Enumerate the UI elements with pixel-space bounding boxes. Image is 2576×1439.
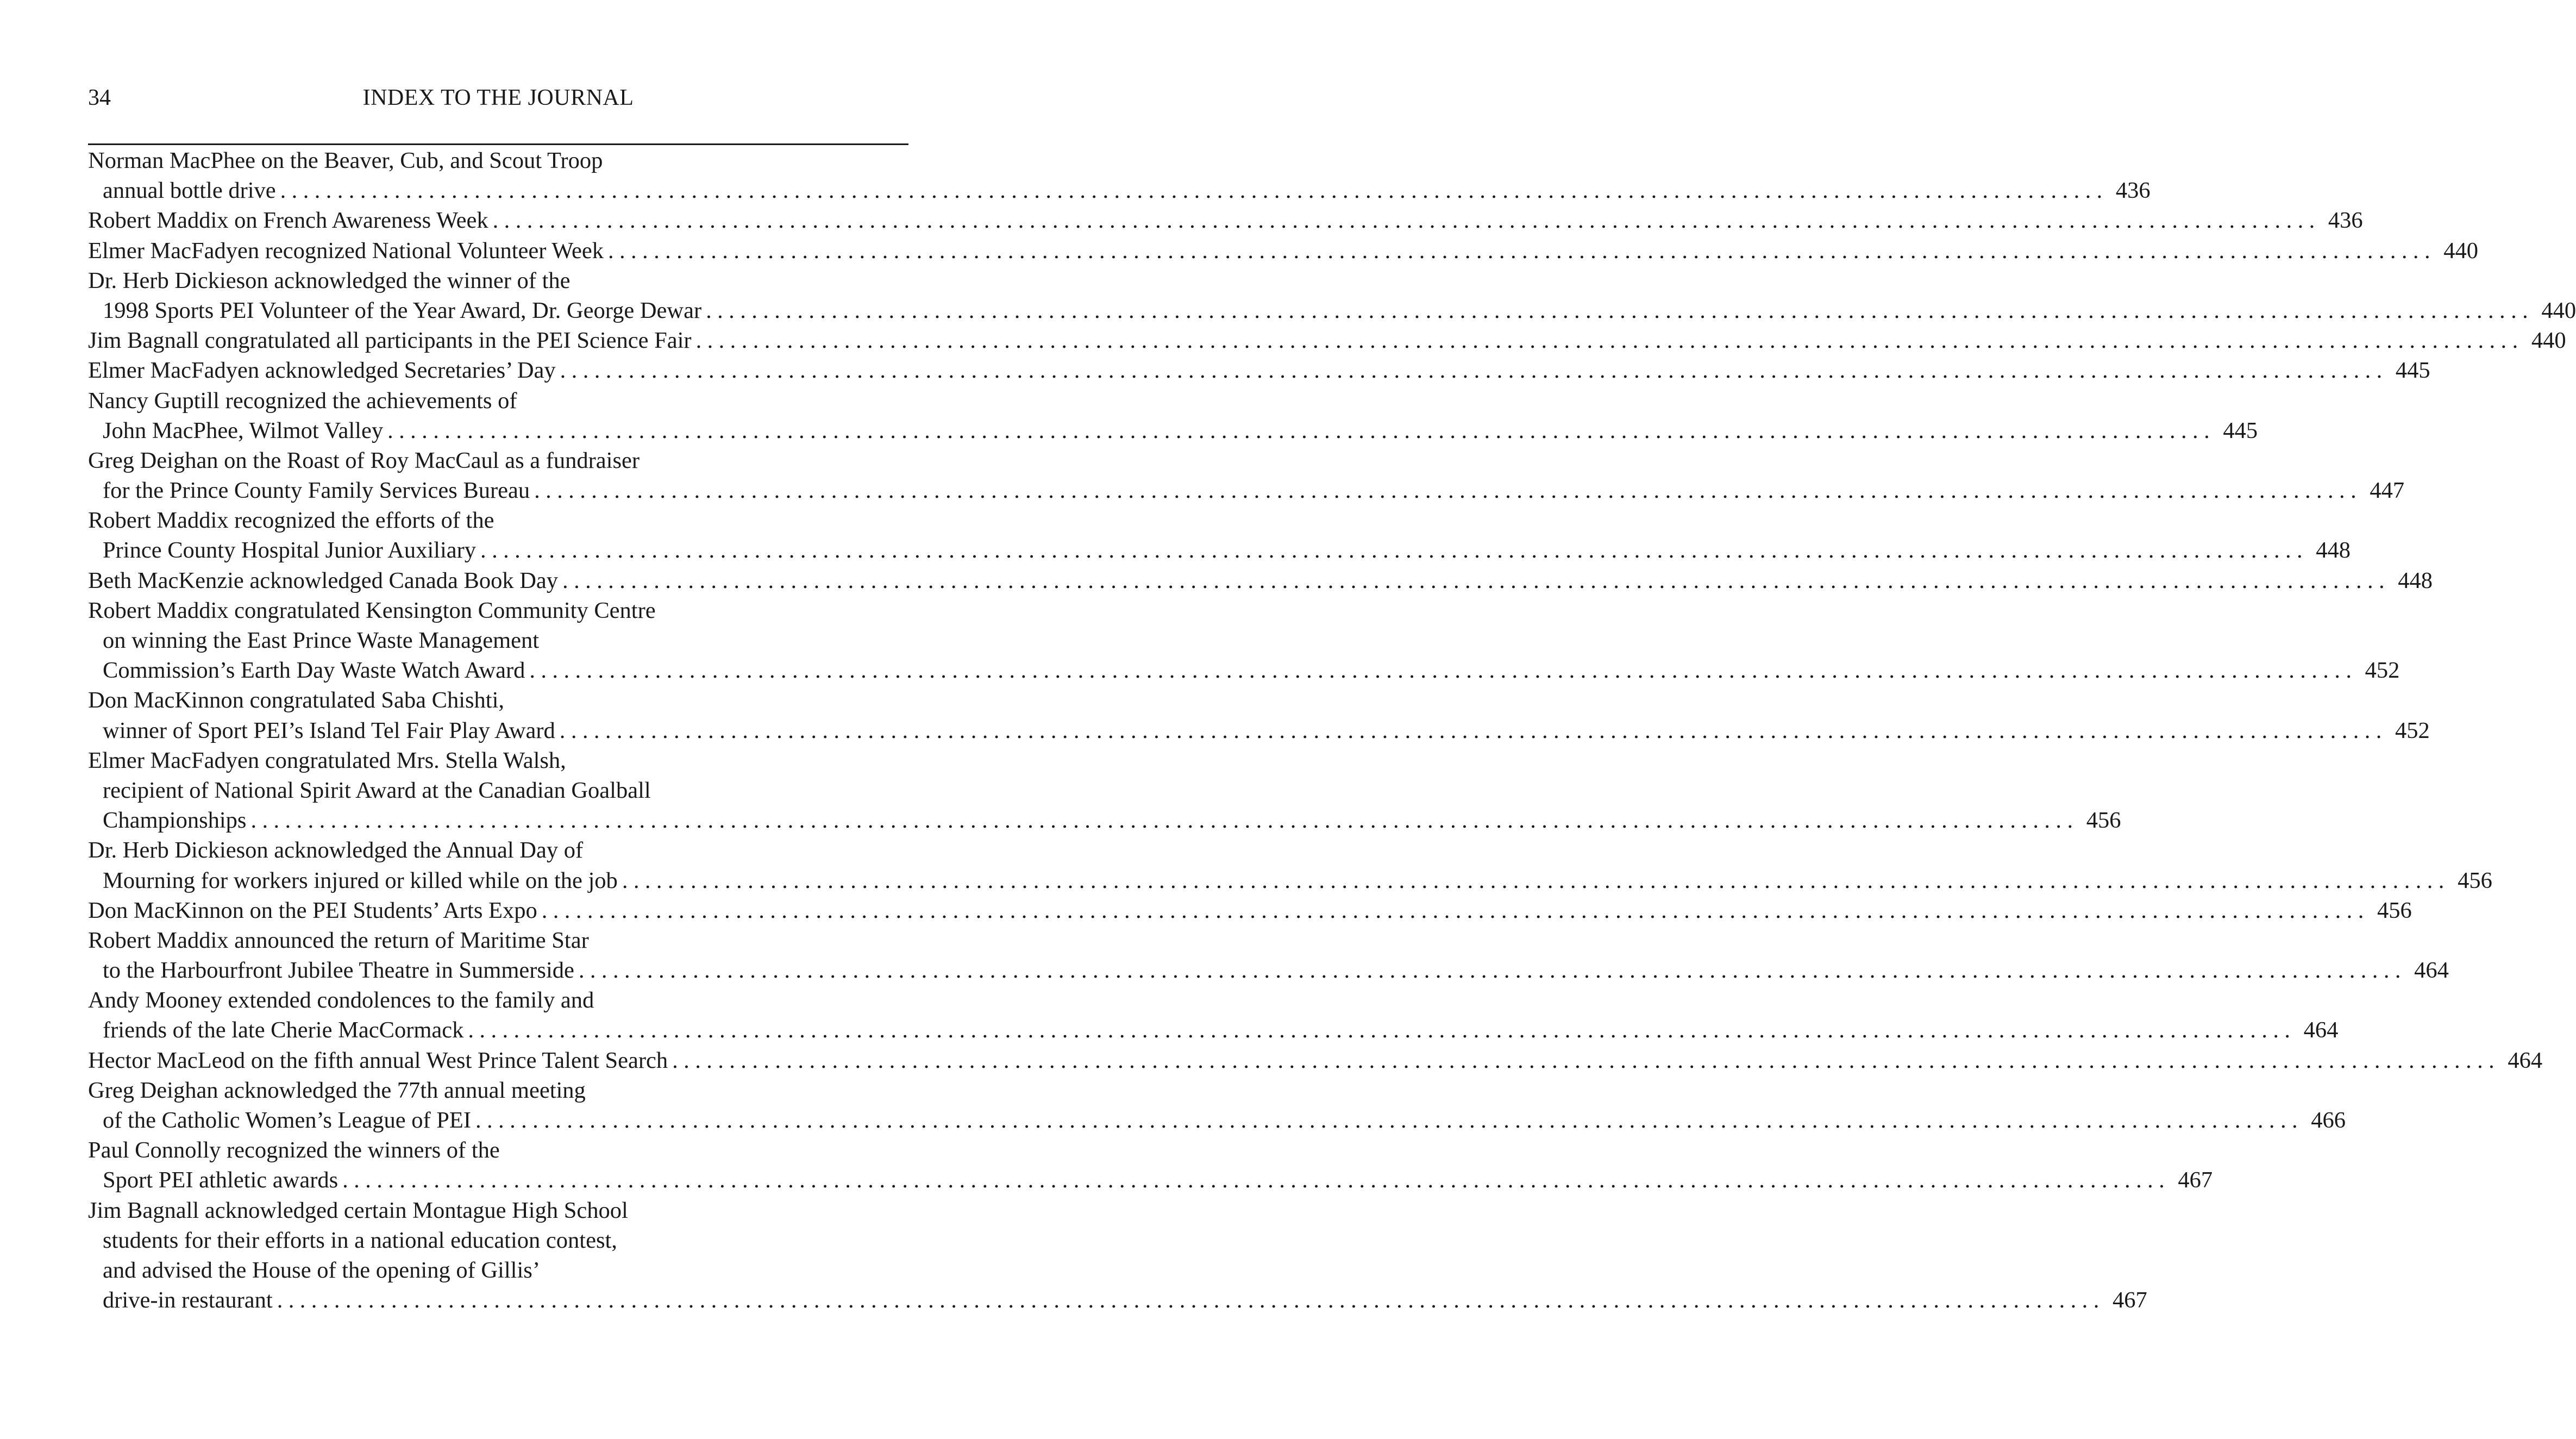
entry-line (88, 805, 2121, 835)
dot-leader: ................................................................................................................................................................ (559, 717, 2387, 743)
entry-line: Dr. Herb Dickieson acknowledged the Annual Day of (88, 837, 584, 864)
index-page (88, 82, 2576, 1313)
entry-text: friends of the late Cherie MacCormack (103, 1017, 464, 1043)
index-entry (88, 386, 2258, 446)
entry-line (88, 866, 2492, 896)
dot-leader: ................................................................................................................................................................ (560, 358, 2388, 384)
entry-page-number: 456 (2086, 808, 2121, 834)
dot-leader: ................................................................................................................................................................ (387, 417, 2216, 443)
index-entry (88, 835, 2492, 895)
entry-text: Beth MacKenzie acknowledged Canada Book Day (88, 567, 559, 593)
entry-text: Jim Bagnall congratulated all participants in the PEI Science Fair (88, 328, 692, 354)
index-entry (88, 146, 2151, 205)
dot-leader: ................................................................................................................................................................ (529, 658, 2358, 684)
index-entry (88, 746, 2121, 836)
entry-line: and advised the House of the opening of Gillis’ (103, 1257, 540, 1283)
entry-text: Don MacKinnon on the PEI Students’ Arts Expo (88, 897, 537, 923)
entry-line (88, 1165, 2213, 1195)
running-title: INDEX TO THE JOURNAL (362, 85, 634, 110)
entry-text: Prince County Hospital Junior Auxiliary (103, 537, 477, 564)
entry-line: Robert Maddix recognized the efforts of the (88, 508, 494, 534)
entry-line: Robert Maddix congratulated Kensington Community Centre (88, 597, 656, 623)
dot-leader: ................................................................................................................................................................ (695, 328, 2524, 354)
entry-text: of the Catholic Women’s League of PEI (103, 1108, 471, 1133)
entry-page-number: 440 (2443, 237, 2478, 264)
running-header (88, 82, 908, 115)
dot-leader: ................................................................................................................................................................ (492, 208, 2321, 234)
entry-line: Greg Deighan acknowledged the 77th annual meeting (88, 1077, 586, 1103)
entry-line: Paul Connolly recognized the winners of the (88, 1137, 500, 1163)
entry-line: Norman MacPhee on the Beaver, Cub, and Scout Troop (88, 148, 603, 173)
entry-page-number: 467 (2112, 1287, 2147, 1313)
entry-text: Elmer MacFadyen recognized National Volunteer Week (88, 237, 604, 264)
entry-line (88, 476, 2405, 505)
entry-line (88, 1285, 2147, 1315)
entry-line (88, 655, 2400, 685)
dot-leader: ................................................................................................................................................................ (250, 808, 2079, 834)
index-entry (88, 566, 2433, 596)
index-entries (88, 146, 2576, 1315)
index-entry (88, 985, 2339, 1045)
entry-line (88, 896, 2412, 925)
entry-text: for the Prince County Family Services Bureau (103, 478, 530, 504)
index-entry (88, 446, 2405, 505)
index-entry (88, 326, 2566, 355)
entry-line (88, 566, 2433, 596)
entry-text: annual bottle drive (103, 178, 276, 204)
dot-leader: ................................................................................................................................................................ (562, 567, 2391, 593)
index-entry (88, 685, 2430, 745)
index-entry (88, 505, 2351, 565)
entry-page-number: 436 (2328, 208, 2363, 234)
entry-line (88, 355, 2430, 385)
entry-page-number: 466 (2311, 1108, 2346, 1133)
entry-line: Robert Maddix announced the return of Maritime Star (88, 927, 589, 953)
entry-line (88, 236, 2478, 266)
entry-line: Andy Mooney extended condolences to the family and (88, 987, 594, 1013)
entry-page-number: 445 (2223, 417, 2258, 443)
index-entry (88, 205, 2363, 235)
entry-page-number: 464 (2508, 1047, 2543, 1073)
entry-text: John MacPhee, Wilmot Valley (103, 417, 384, 443)
entry-page-number: 445 (2395, 358, 2430, 384)
index-entry (88, 266, 2576, 326)
dot-leader: ................................................................................................................................................................ (342, 1167, 2171, 1193)
entry-line (88, 1046, 2543, 1075)
entry-page-number: 440 (2541, 297, 2576, 323)
entry-line (88, 326, 2566, 355)
entry-line (88, 716, 2430, 746)
entry-line (88, 1015, 2339, 1045)
entry-page-number: 448 (2316, 537, 2351, 564)
entry-text: winner of Sport PEI’s Island Tel Fair Play Award (103, 717, 555, 743)
entry-line: recipient of National Spirit Award at the Canadian Goalball (103, 777, 651, 803)
entry-page-number: 440 (2531, 328, 2566, 354)
entry-text: drive-in restaurant (103, 1287, 273, 1313)
entry-text: Mourning for workers injured or killed while on the job (103, 867, 618, 893)
dot-leader: ................................................................................................................................................................ (672, 1047, 2500, 1073)
index-entry (88, 1196, 2147, 1316)
index-entry (88, 236, 2478, 266)
entry-text: Sport PEI athletic awards (103, 1167, 339, 1193)
dot-leader: ................................................................................................................................................................ (280, 178, 2108, 204)
entry-line (88, 955, 2449, 985)
entry-line: students for their efforts in a national education contest, (103, 1227, 617, 1253)
entry-page-number: 447 (2370, 478, 2405, 504)
header-rule (88, 143, 908, 145)
dot-leader: ................................................................................................................................................................ (480, 537, 2309, 564)
entry-page-number: 448 (2398, 567, 2433, 593)
entry-text: Championships (103, 808, 247, 834)
entry-page-number: 456 (2458, 867, 2492, 893)
entry-text: Commission’s Earth Day Waste Watch Award (103, 658, 525, 684)
dot-leader: ................................................................................................................................................................ (607, 237, 2436, 264)
dot-leader: ................................................................................................................................................................ (706, 297, 2534, 323)
entry-line (88, 535, 2351, 565)
entry-page-number: 452 (2395, 717, 2430, 743)
index-entry (88, 925, 2449, 985)
entry-line (88, 205, 2363, 235)
dot-leader: ................................................................................................................................................................ (468, 1017, 2296, 1043)
entry-line (88, 176, 2151, 205)
dot-leader: ................................................................................................................................................................ (622, 867, 2450, 893)
entry-page-number: 456 (2377, 897, 2412, 923)
entry-page-number: 436 (2115, 178, 2151, 204)
entry-line: Jim Bagnall acknowledged certain Montague High School (88, 1197, 628, 1223)
entry-line: Don MacKinnon congratulated Saba Chishti, (88, 687, 505, 714)
entry-line: on winning the East Prince Waste Management (103, 628, 540, 653)
entry-line (88, 1105, 2346, 1135)
entry-line (88, 296, 2576, 326)
entry-line: Greg Deighan on the Roast of Roy MacCaul as a fundraiser (88, 447, 640, 473)
entry-page-number: 464 (2303, 1017, 2339, 1043)
index-entry (88, 1075, 2346, 1135)
entry-line: Elmer MacFadyen congratulated Mrs. Stella Walsh, (88, 747, 566, 773)
entry-text: Hector MacLeod on the fifth annual West Prince Talent Search (88, 1047, 668, 1073)
entry-text: 1998 Sports PEI Volunteer of the Year Award, Dr. George Dewar (103, 297, 702, 323)
dot-leader: ................................................................................................................................................................ (475, 1108, 2303, 1133)
entry-line: Nancy Guptill recognized the achievements of (88, 387, 517, 414)
dot-leader: ................................................................................................................................................................ (277, 1287, 2105, 1313)
entry-text: Robert Maddix on French Awareness Week (88, 208, 488, 234)
dot-leader: ................................................................................................................................................................ (541, 897, 2370, 923)
entry-line (88, 416, 2258, 446)
index-entry (88, 1135, 2213, 1195)
dot-leader: ................................................................................................................................................................ (534, 478, 2362, 504)
index-entry (88, 896, 2412, 925)
page-number: 34 (88, 85, 111, 110)
entry-text: to the Harbourfront Jubilee Theatre in Summerside (103, 958, 574, 984)
entry-page-number: 467 (2178, 1167, 2213, 1193)
entry-page-number: 464 (2414, 958, 2449, 984)
index-entry (88, 355, 2430, 385)
dot-leader: ................................................................................................................................................................ (578, 958, 2406, 984)
entry-page-number: 452 (2365, 658, 2400, 684)
entry-text: Elmer MacFadyen acknowledged Secretaries’ Day (88, 358, 556, 384)
index-entry (88, 1046, 2543, 1075)
index-entry (88, 596, 2400, 686)
entry-line: Dr. Herb Dickieson acknowledged the winner of the (88, 267, 571, 293)
